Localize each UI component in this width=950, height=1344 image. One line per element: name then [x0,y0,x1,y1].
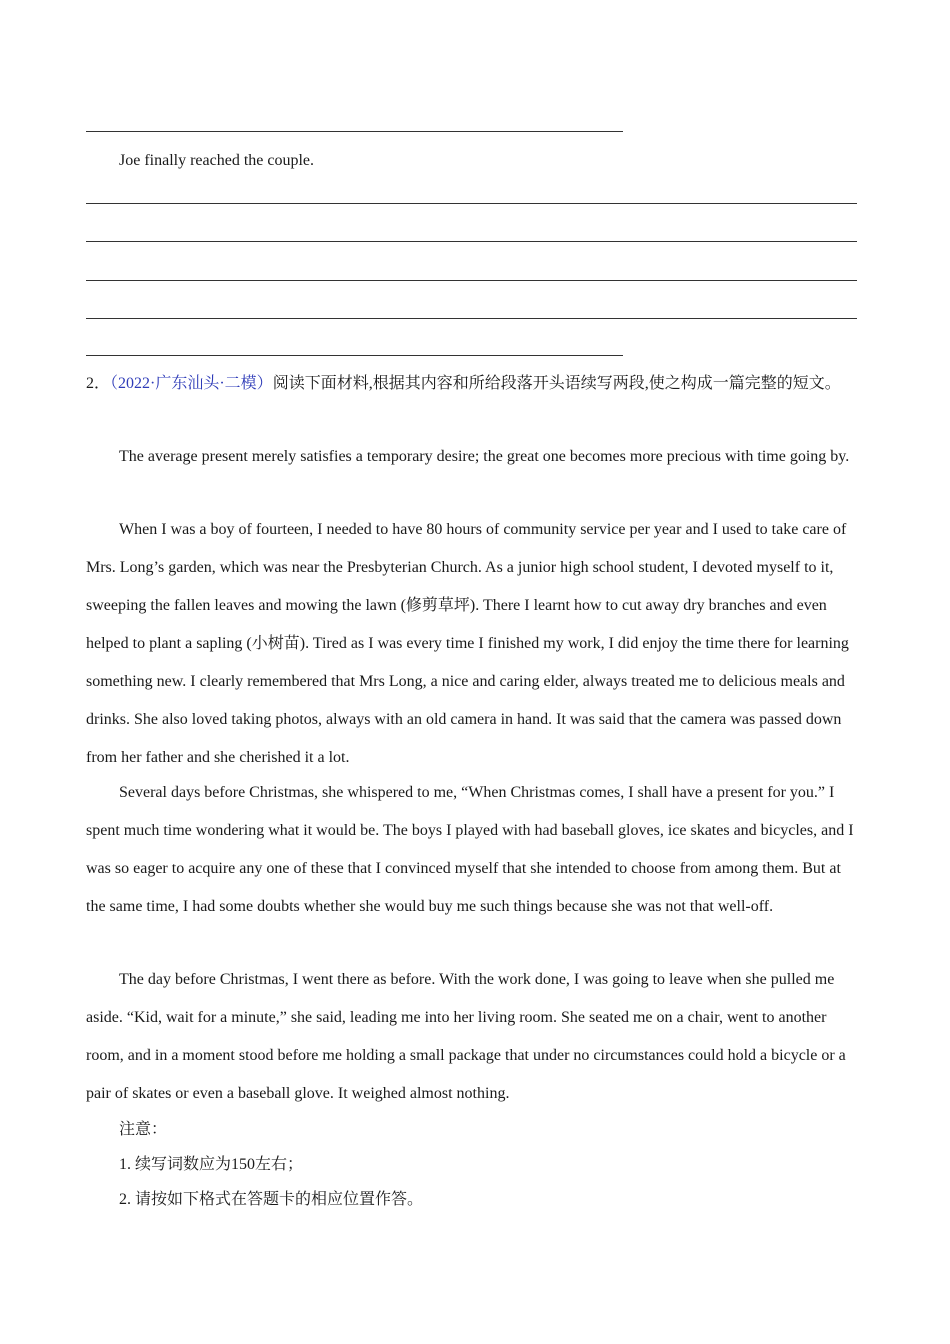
passage-paragraph: The day before Christmas, I went there as before. With the work done, I was going to leave when she pulled me aside. “Kid, wait for a minute,” she said, leading me into her living room. She seated me on a chair, went to another room, and in a moment stood before me holding a small package that under no circumstances could hold a bicycle or a pair of skates or even a baseball glove. It weighed almost nothing. [86,971,846,1102]
answer-blank-line[interactable] [86,280,857,281]
question-instruction: 阅读下面材料,根据其内容和所给段落开头语续写两段,使之构成一篇完整的短文。 [272,375,841,392]
answer-blank-line[interactable] [86,241,857,242]
note-item: 1. 续写词数应为150左右； [119,1156,304,1173]
answer-blank-line[interactable] [86,131,623,132]
answer-blank-line[interactable] [86,355,623,356]
continuation-prompt: Joe finally reached the couple. [119,152,315,169]
note-item: 2. 请按如下格式在答题卡的相应位置作答。 [119,1191,424,1208]
question-number: 2． [86,375,111,392]
answer-blank-line[interactable] [86,203,857,204]
passage-paragraph: When I was a boy of fourteen, I needed to have 80 hours of community service per year and I used to take care of Mrs. Long’s garden, which was near the Presbyterian Church. As a junior high school student, I devoted myself to it, sweeping the fallen leaves and mowing the lawn (修剪草坪). There I learnt how to cut away dry branches and even helped to plant a sapling (小树苗). Tired as I was every time I finished my work, I did enjoy the time there for learning something new. I clearly remembered that Mrs Long, a nice and caring elder, always treated me to delicious meals and drinks. She also loved taking photos, always with an old camera in hand. It was said that the camera was passed down from her father and she cherished it a lot. [86,521,849,766]
answer-blank-line[interactable] [86,318,857,319]
question-source: （2022·广东汕头·二模） [110,375,273,392]
question-header [86,365,864,403]
passage-paragraph: Several days before Christmas, she whispered to me, “When Christmas comes, I shall have a present for you.” I spent much time wondering what it would be. The boys I played with had baseball gloves, ice skates and bicycles, and I was so eager to acquire any one of these that I convinced myself that she intended to choose from among them. But at the same time, I had some doubts whether she would buy me such things because she was not that well-off. [86,784,854,915]
notes-heading: 注意： [119,1121,168,1138]
passage-paragraph: The average present merely satisfies a temporary desire; the great one becomes more precious with time going by. [119,448,850,465]
